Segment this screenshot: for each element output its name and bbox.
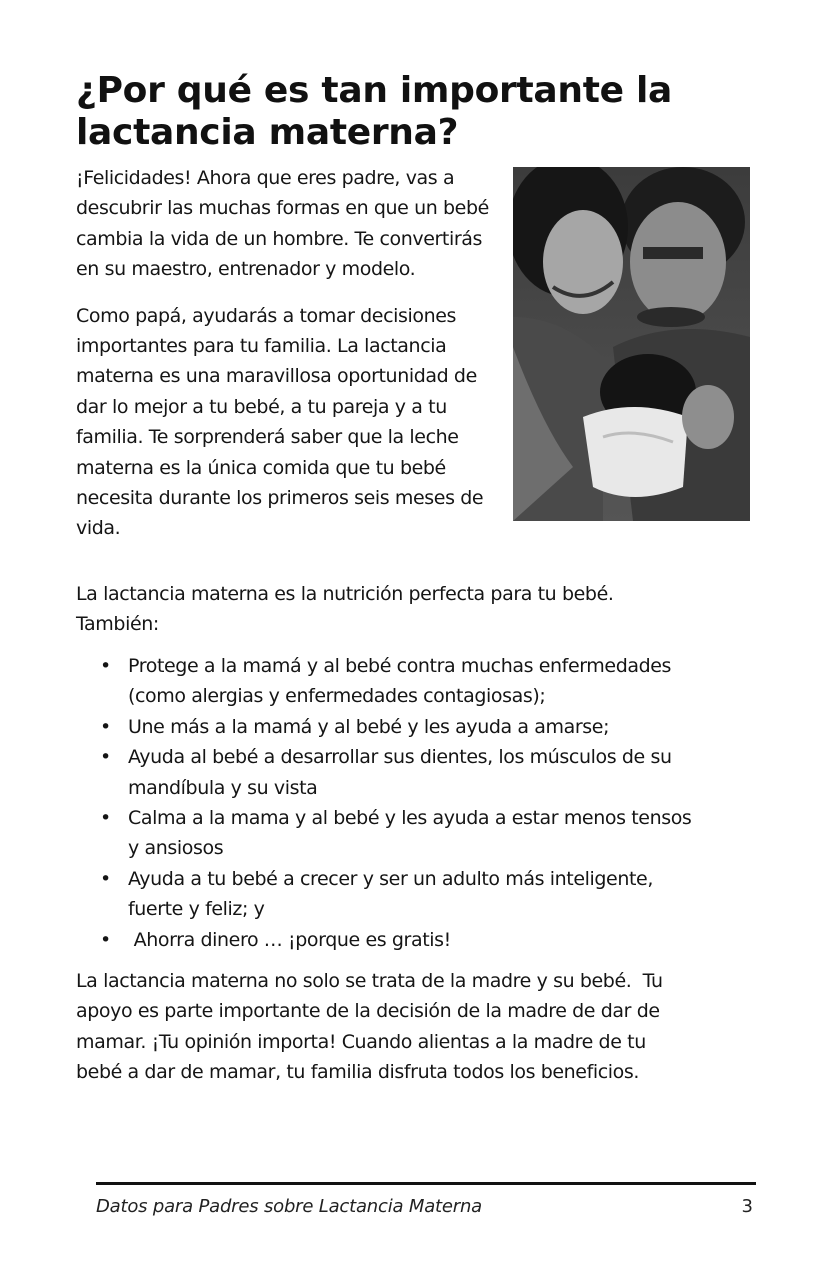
footer-divider [96, 1182, 756, 1185]
bullet-icon: • [100, 867, 111, 890]
bullet-icon: • [100, 928, 111, 951]
nutrition-intro [76, 579, 756, 640]
list-item-line-1: Ayuda a tu bebé a crecer y ser un adulto más inteligente, [128, 867, 653, 890]
closing-paragraph [76, 966, 756, 1088]
list-item-line-1: Calma a la mama y al bebé y les ayuda a estar menos tensos [128, 807, 692, 830]
page-title-line-2: lactancia materna? [76, 112, 459, 153]
page-title [76, 70, 756, 154]
closing-line-4: bebé a dar de mamar, tu familia disfruta todos los beneficios. [76, 1061, 640, 1084]
closing-line-3: mamar. ¡Tu opinión importa! Cuando alientas a la madre de tu [76, 1030, 646, 1053]
list-item-line-1: Ayuda al bebé a desarrollar sus dientes, los músculos de su [128, 746, 672, 769]
list-item-line-2: (como alergias y enfermedades contagiosas); [128, 685, 546, 708]
family-photo [513, 167, 750, 521]
benefits-list [100, 651, 760, 955]
page-number: 3 [741, 1196, 753, 1217]
paragraph-decisions: Como papá, ayudarás a tomar decisiones importantes para tu familia. La lactancia materna es una maravillosa oportunidad de dar lo mejor a tu bebé, a tu pareja y a tu familia. Te sorprenderá saber que la leche materna es la única comida que tu bebé necesita durante los primeros seis meses de vida. [76, 304, 484, 540]
bullet-icon: • [100, 807, 111, 830]
bullet-icon: • [100, 746, 111, 769]
list-item-line-1: Une más a la mamá y al bebé y les ayuda a amarse; [128, 715, 610, 738]
list-item [100, 925, 760, 955]
list-item [100, 651, 760, 712]
list-item [100, 864, 760, 925]
list-item [100, 712, 760, 742]
family-photo-icon [513, 167, 750, 521]
intro-line-1: La lactancia materna es la nutrición perfecta para tu bebé. [76, 583, 614, 605]
list-item [100, 742, 760, 803]
list-item-line-1: Protege a la mamá y al bebé contra muchas enfermedades [128, 655, 672, 677]
list-item-line-2: y ansiosos [128, 837, 224, 860]
list-item [100, 803, 760, 864]
footer-title: Datos para Padres sobre Lactancia Materna [96, 1196, 482, 1217]
list-item-line-1: Ahorra dinero … ¡porque es gratis! [128, 928, 451, 951]
closing-line-2: apoyo es parte importante de la decisión de la madre de dar de [76, 1000, 660, 1023]
list-item-line-2: mandíbula y su vista [128, 776, 318, 799]
closing-line-1: La lactancia materna no solo se trata de la madre y su bebé. Tu [76, 970, 663, 992]
bullet-icon: • [100, 715, 111, 738]
intro-line-2: También: [76, 613, 159, 636]
page-title-line-1: ¿Por qué es tan importante la [76, 70, 673, 111]
paragraph-congratulations: ¡Felicidades! Ahora que eres padre, vas a descubrir las muchas formas en que un bebé cambia la vida de un hombre. Te convertirás en su maestro, entrenador y modelo. [76, 167, 489, 281]
bullet-icon: • [100, 655, 111, 677]
list-item-line-2: fuerte y feliz; y [128, 898, 265, 921]
intro-column [76, 163, 504, 544]
